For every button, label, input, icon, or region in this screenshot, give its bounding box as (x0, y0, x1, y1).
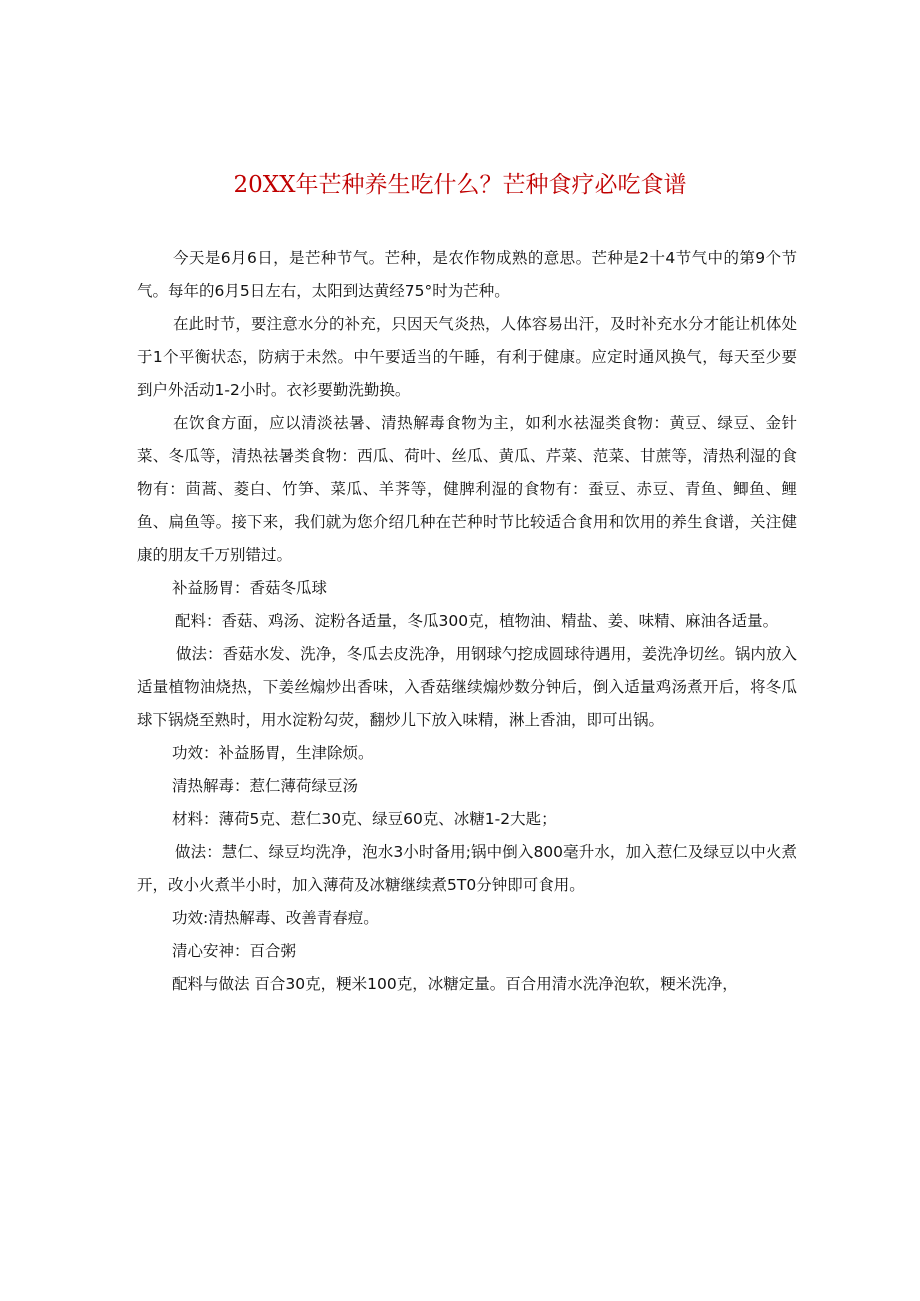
recipe-effect-mung-bean: 功效:清热解毒、改善青春痘。 (172, 909, 379, 927)
recipe-ingredients-winter-melon: 配料：香菇、鸡汤、淀粉各适量，冬瓜300克，植物油、精盐、姜、味精、麻油各适量。 (175, 612, 779, 630)
document-body (137, 242, 797, 1001)
recipe-ingredients-mung-bean: 材料：薄荷5克、惹仁30克、绿豆60克、冰糖1-2大匙； (172, 810, 557, 828)
document-title: 20XX年芒种养生吃什么？芒种食疗必吃食谱 (233, 172, 687, 198)
paragraph-intro: 今天是6月6日，是芒种节气。芒种，是农作物成熟的意思。芒种是2十4节气中的第9个节气。每年的6月5日左右，太阳到达黄经75°时为芒种。 (137, 249, 797, 300)
recipe-heading-lily-porridge: 清心安神：百合粥 (172, 942, 297, 960)
recipe-method-lily-porridge: 配料与做法 百合30克，粳米100克，冰糖定量。百合用清水洗净泡软，粳米洗净， (172, 975, 738, 993)
recipe-heading-winter-melon: 补益肠胃：香菇冬瓜球 (172, 579, 328, 597)
paragraph-hydration: 在此时节，要注意水分的补充，只因天气炎热，人体容易出汗，及时补充水分才能让机体处于1个平衡状态，防病于未然。中午要适当的午睡，有利于健康。应定时通风换气，每天至少要到户外活动1-2小时。衣衫要勤洗勤换。 (137, 315, 797, 399)
recipe-method-winter-melon: 做法：香菇水发、洗净，冬瓜去皮洗净，用钢球勺挖成圆球待遇用，姜洗净切丝。锅内放入适量植物油烧热，下姜丝煽炒出香味，入香菇继续煽炒数分钟后，倒入适量鸡汤煮开后，将冬瓜球下锅烧至熟时，用水淀粉勾荧，翻炒儿下放入味精，淋上香油，即可出锅。 (137, 645, 797, 729)
recipe-method-mung-bean: 做法：慧仁、绿豆均洗净，泡水3小时备用;锅中倒入800毫升水，加入惹仁及绿豆以中火煮开，改小火煮半小时，加入薄荷及冰糖继续煮5T0分钟即可食用。 (137, 843, 797, 894)
paragraph-diet: 在饮食方面，应以清淡祛暑、清热解毒食物为主，如利水祛湿类食物：黄豆、绿豆、金针菜、冬瓜等，清热祛暑类食物：西瓜、荷叶、丝瓜、黄瓜、芹菜、范菜、甘蔗等，清热利湿的食物有：茴蒿、菱白、竹笋、菜瓜、羊荠等，健脾利湿的食物有：蚕豆、赤豆、青鱼、鲫鱼、鲤鱼、扁鱼等。接下来，我们就为您介绍几种在芒种时节比较适合食用和饮用的养生食谱，关注健康的朋友千万别错过。 (137, 414, 797, 564)
recipe-effect-winter-melon: 功效：补益肠胃，生津除烦。 (172, 744, 374, 762)
recipe-heading-mung-bean: 清热解毒：惹仁薄荷绿豆汤 (172, 777, 359, 795)
